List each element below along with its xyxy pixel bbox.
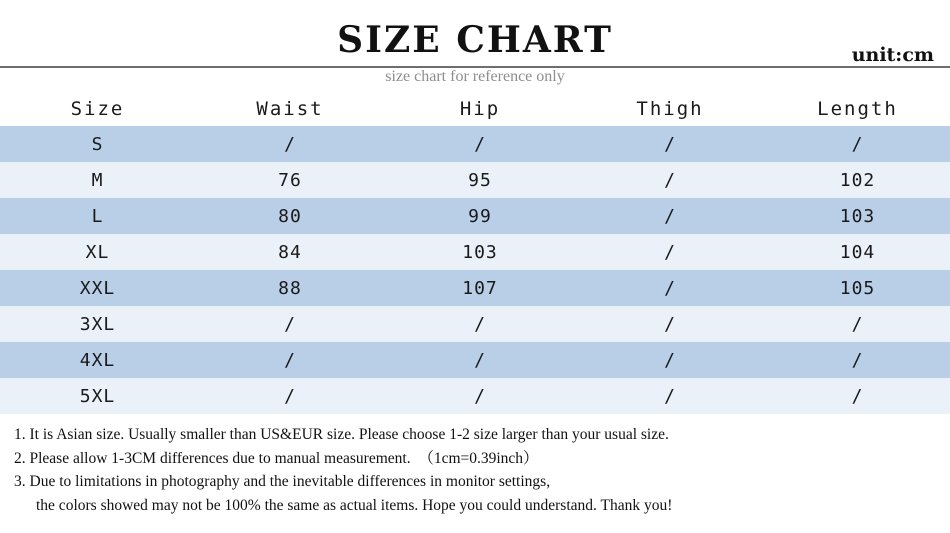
cell-waist: 80 (195, 198, 385, 234)
cell-hip: / (385, 378, 575, 414)
cell-size: 3XL (0, 306, 195, 342)
table-row (0, 162, 950, 198)
table-row (0, 198, 950, 234)
cell-waist: / (195, 378, 385, 414)
table-row (0, 270, 950, 306)
cell-hip: 103 (385, 234, 575, 270)
cell-waist: / (195, 342, 385, 378)
note-line-4: the colors showed may not be 100% the same as actual items. Hope you could understand. Thank you! (36, 496, 673, 514)
table-header-row (0, 92, 950, 126)
cell-size: S (0, 126, 195, 162)
cell-length: 105 (765, 270, 950, 306)
note-line-2: 2. Please allow 1-3CM differences due to manual measurement. （1cm=0.39inch） (14, 449, 539, 467)
cell-length: / (765, 342, 950, 378)
cell-thigh: / (575, 270, 765, 306)
cell-hip: 95 (385, 162, 575, 198)
column-header-thigh: Thigh (575, 92, 765, 126)
cell-waist: 88 (195, 270, 385, 306)
cell-size: L (0, 198, 195, 234)
table-row (0, 306, 950, 342)
cell-thigh: / (575, 126, 765, 162)
column-header-length: Length (765, 92, 950, 126)
cell-waist: 76 (195, 162, 385, 198)
cell-thigh: / (575, 234, 765, 270)
cell-length: 104 (765, 234, 950, 270)
cell-size: XXL (0, 270, 195, 306)
table-row (0, 378, 950, 414)
cell-hip: / (385, 342, 575, 378)
cell-hip: 99 (385, 198, 575, 234)
cell-length: 102 (765, 162, 950, 198)
table-header (0, 92, 950, 126)
cell-thigh: / (575, 342, 765, 378)
notes-section (0, 414, 950, 517)
cell-length: / (765, 378, 950, 414)
cell-size: M (0, 162, 195, 198)
header-divider (0, 66, 950, 68)
note-line-3: 3. Due to limitations in photography and the inevitable differences in monitor settings, (14, 473, 551, 491)
cell-thigh: / (575, 306, 765, 342)
page-title: SIZE CHART (337, 19, 613, 61)
cell-length: 103 (765, 198, 950, 234)
cell-thigh: / (575, 378, 765, 414)
cell-size: 4XL (0, 342, 195, 378)
header (0, 0, 950, 92)
cell-hip: / (385, 126, 575, 162)
column-header-waist: Waist (195, 92, 385, 126)
page-subtitle: size chart for reference only (385, 68, 565, 85)
table-row (0, 126, 950, 162)
cell-thigh: / (575, 198, 765, 234)
table-body (0, 126, 950, 414)
cell-size: XL (0, 234, 195, 270)
table-row (0, 234, 950, 270)
table-row (0, 342, 950, 378)
cell-waist: / (195, 126, 385, 162)
column-header-size: Size (0, 92, 195, 126)
cell-length: / (765, 126, 950, 162)
cell-waist: / (195, 306, 385, 342)
column-header-hip: Hip (385, 92, 575, 126)
unit-label: unit:cm (851, 44, 934, 66)
cell-thigh: / (575, 162, 765, 198)
size-table (0, 92, 950, 414)
cell-length: / (765, 306, 950, 342)
cell-hip: 107 (385, 270, 575, 306)
cell-size: 5XL (0, 378, 195, 414)
cell-waist: 84 (195, 234, 385, 270)
cell-hip: / (385, 306, 575, 342)
note-line-1: 1. It is Asian size. Usually smaller than US&EUR size. Please choose 1-2 size larger than your usual size. (14, 426, 669, 443)
